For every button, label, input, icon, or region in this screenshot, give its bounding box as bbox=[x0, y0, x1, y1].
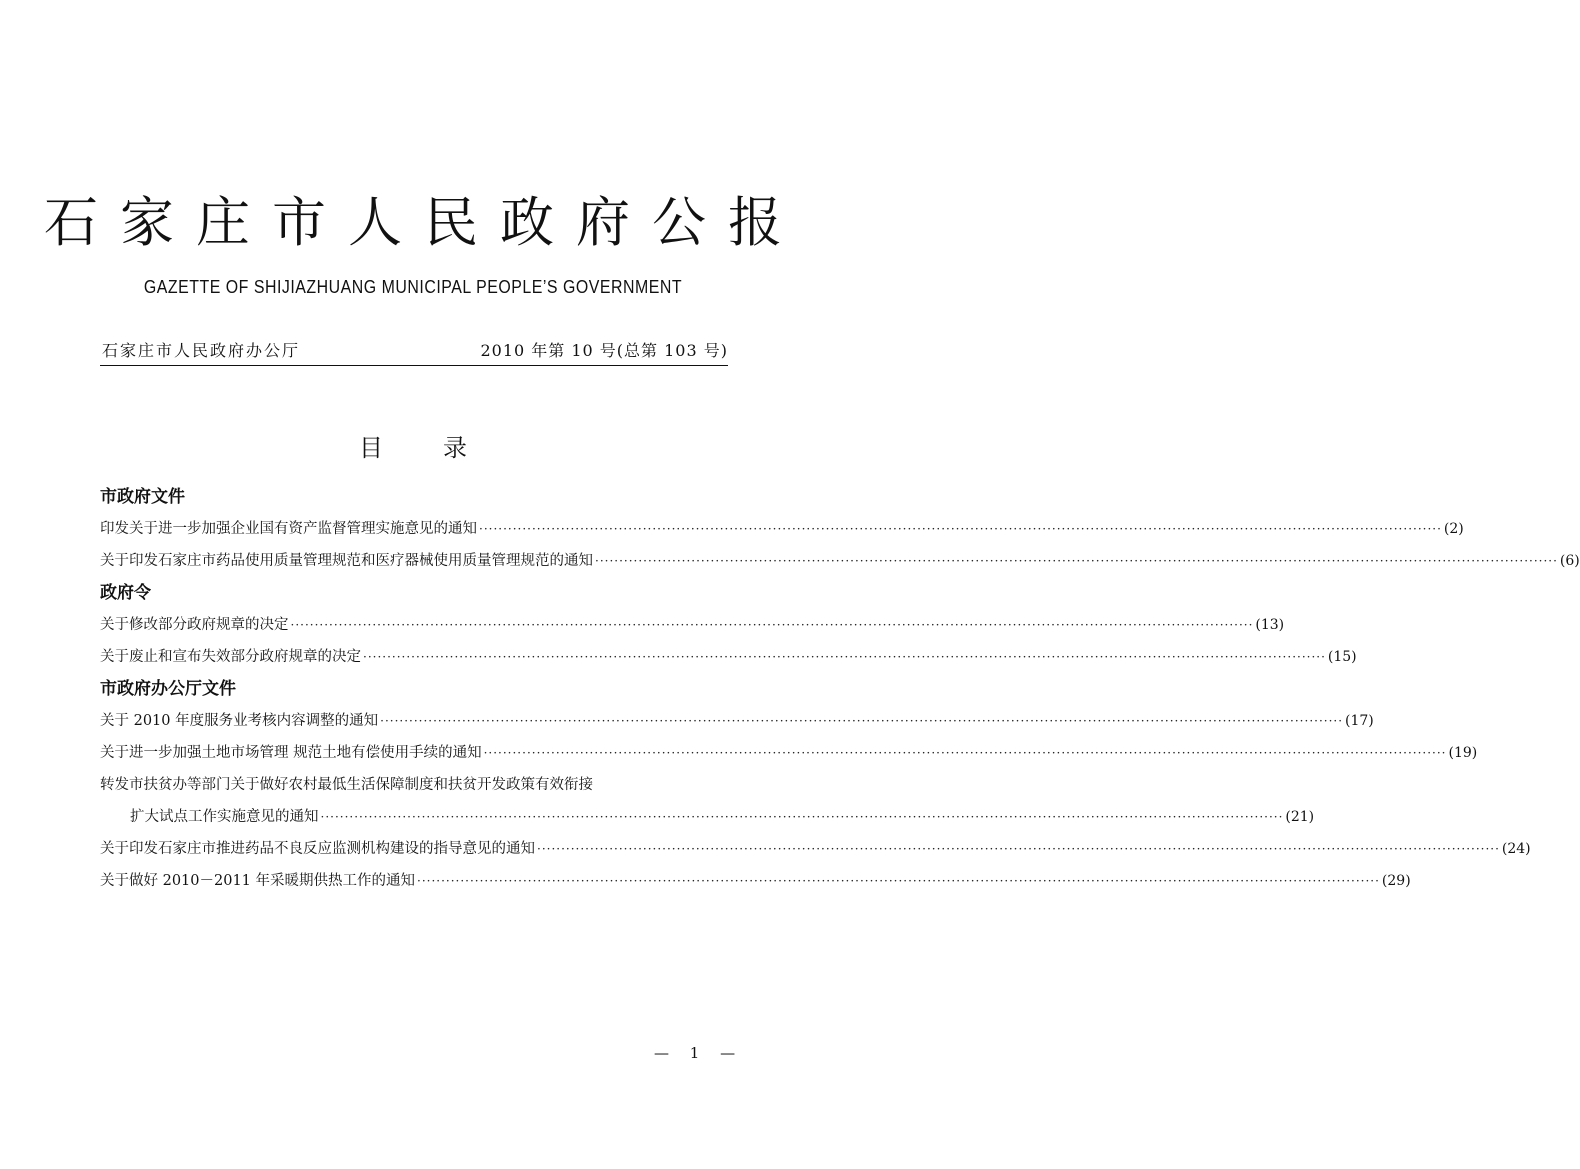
toc-entry[interactable] bbox=[100, 641, 1357, 673]
leader-dots: ········································································································································································································ bbox=[537, 842, 1500, 856]
toc-title bbox=[0, 428, 826, 463]
entry-page: (2) bbox=[1443, 521, 1464, 537]
leader-dots: ········································································································································································································ bbox=[483, 746, 1447, 760]
toc-entry[interactable] bbox=[100, 545, 1580, 577]
entry-page: (17) bbox=[1345, 713, 1374, 729]
leader-dots: ········································································································································································································ bbox=[380, 714, 1344, 728]
toc-title-right: 录 bbox=[443, 434, 467, 462]
entry-page: (24) bbox=[1501, 841, 1531, 857]
entry-title: 关于进一步加强土地市场管理 规范土地有偿使用手续的通知 bbox=[100, 745, 482, 761]
entry-page: (15) bbox=[1327, 649, 1357, 665]
entry-title: 关于印发石家庄市药品使用质量管理规范和医疗器械使用质量管理规范的通知 bbox=[100, 553, 593, 569]
gazette-subtitle: GAZETTE OF SHIJIAZHUANG MUNICIPAL PEOPLE’S GOVERNMENT bbox=[143, 276, 683, 297]
toc-title-left: 目 bbox=[359, 434, 383, 462]
entry-page: (19) bbox=[1448, 745, 1478, 761]
table-of-contents bbox=[100, 481, 1580, 897]
entry-page: (29) bbox=[1381, 873, 1411, 889]
issuer: 石家庄市人民政府办公厅 bbox=[102, 341, 301, 360]
leader-dots: ········································································································································································································ bbox=[595, 554, 1558, 568]
entry-page: (13) bbox=[1255, 617, 1285, 633]
entry-title: 关于修改部分政府规章的决定 bbox=[100, 617, 289, 633]
entry-title: 关于 2010 年度服务业考核内容调整的通知 bbox=[100, 713, 379, 729]
entry-title: 关于做好 2010－2011 年采暖期供热工作的通知 bbox=[100, 873, 416, 889]
entry-title-continued: 扩大试点工作实施意见的通知 bbox=[130, 809, 319, 825]
gazette-title: 石家庄市人民政府公报 bbox=[44, 191, 804, 254]
leader-dots: ········································································································································································································ bbox=[479, 522, 1442, 536]
section-heading: 市政府文件 bbox=[100, 487, 185, 507]
issue-number: 2010 年第 10 号(总第 103 号) bbox=[480, 341, 728, 360]
entry-page: (21) bbox=[1285, 809, 1315, 825]
toc-entry[interactable] bbox=[100, 833, 1531, 865]
toc-entry[interactable] bbox=[100, 609, 1285, 641]
entry-title: 关于废止和宣布失效部分政府规章的决定 bbox=[100, 649, 361, 665]
entry-title: 转发市扶贫办等部门关于做好农村最低生活保障制度和扶贫开发政策有效衔接 bbox=[100, 777, 593, 793]
leader-dots: ········································································································································································································ bbox=[320, 810, 1284, 824]
section-heading: 政府令 bbox=[100, 583, 151, 603]
toc-entry-line2[interactable] bbox=[100, 801, 1315, 833]
entry-page: (6) bbox=[1559, 553, 1580, 569]
page-number: — 1 — bbox=[654, 1044, 744, 1062]
header-rule bbox=[100, 365, 728, 366]
section-heading: 市政府办公厅文件 bbox=[100, 679, 236, 699]
leader-dots: ········································································································································································································ bbox=[417, 874, 1380, 888]
toc-entry[interactable] bbox=[100, 865, 1411, 897]
toc-entry-line1[interactable] bbox=[100, 769, 728, 801]
entry-title: 关于印发石家庄市推进药品不良反应监测机构建设的指导意见的通知 bbox=[100, 841, 535, 857]
toc-entry[interactable] bbox=[100, 513, 1464, 545]
leader-dots: ········································································································································································································ bbox=[363, 650, 1326, 664]
toc-entry[interactable] bbox=[100, 705, 1374, 737]
leader-dots: ········································································································································································································ bbox=[290, 618, 1254, 632]
toc-entry[interactable] bbox=[100, 737, 1478, 769]
entry-title: 印发关于进一步加强企业国有资产监督管理实施意见的通知 bbox=[100, 521, 477, 537]
